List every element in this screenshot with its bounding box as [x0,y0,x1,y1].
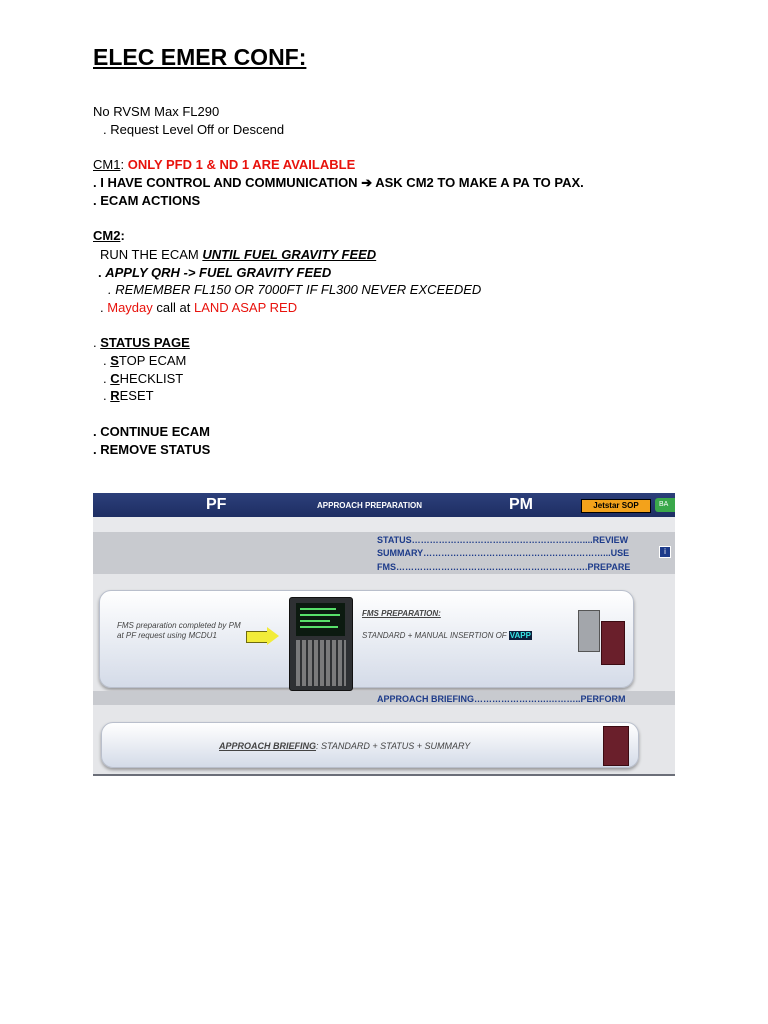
text-line: . CONTINUE ECAM [93,424,210,439]
jetstar-logo: Jetstar SOP [581,499,651,513]
text-line [103,388,154,403]
vapp-badge: VAPP [509,631,531,640]
bullet: . [103,388,107,403]
text-line [100,300,297,315]
info-icon[interactable]: i [659,546,671,558]
text-line: . Request Level Off or Descend [103,122,285,137]
arrow-head-icon [267,627,279,645]
summary-use-line: SUMMARY……………………………………………………...USE [377,548,630,558]
approach-preparation-label: APPROACH PREPARATION [317,501,423,510]
text-line [103,371,183,386]
cm1-label: CM1 [93,157,121,172]
checklist-text: HECKLIST [119,371,184,386]
text-line [103,353,186,368]
fms-prep-title: FMS PREPARATION: [362,609,441,618]
arrow-icon: ➔ [361,175,373,190]
pm-label: PM [509,496,533,513]
bullet: . [93,335,97,350]
page-title: ELEC EMER CONF: [93,44,307,70]
call-at-text: call at [156,300,191,315]
cm1-warning: ONLY PFD 1 & ND 1 ARE AVAILABLE [127,157,356,172]
status-page-text: STATUS PAGE [100,335,190,350]
apply-qrh-text: APPLY QRH -> FUEL GRAVITY FEED [105,265,332,280]
briefing-text: APPROACH BRIEFING: STANDARD + STATUS + SUMMARY [219,741,471,751]
fms-card [99,590,634,688]
arrow-icon [246,631,268,643]
sop-panel [93,493,675,776]
briefing-perform-line: APPROACH BRIEFING…………………….………..PERFORM [377,694,626,704]
bullet: . [103,371,107,386]
cm1-colon: : [120,157,125,172]
device-icon [578,610,600,652]
land-asap-text: LAND ASAP RED [194,300,298,315]
text-line: No RVSM Max FL290 [93,104,220,119]
text-line [98,265,331,280]
text-line [93,175,584,191]
control-text: . I HAVE CONTROL AND COMMUNICATION [93,175,358,190]
manual-icon [603,726,629,766]
cm1-line [93,157,355,172]
bullet: . [100,300,104,315]
text-line [100,247,376,262]
text-line [93,335,190,350]
text-line: . REMEMBER FL150 OR 7000FT IF FL300 NEVER EXCEEDED [108,282,482,297]
text-line: . REMOVE STATUS [93,442,211,457]
stop-ecam-text: TOP ECAM [118,353,187,368]
briefing-card [101,722,639,768]
fms-prep-text: STANDARD + MANUAL INSERTION OF VAPP [362,631,531,640]
bullet: . [98,265,102,280]
gravity-feed-text: UNTIL FUEL GRAVITY FEED [202,247,377,262]
back-button[interactable]: BA [655,498,675,512]
mcdu-image [289,597,353,691]
band [93,517,675,532]
briefing-title: APPROACH BRIEFING [219,741,317,751]
mayday-text: Mayday [107,300,153,315]
text-line: . ECAM ACTIONS [93,193,201,208]
manual-icon [601,621,625,665]
cm2-label: CM2 [93,228,121,243]
pa-text: ASK CM2 TO MAKE A PA TO PAX. [375,175,584,190]
fms-note: FMS preparation completed by PM at PF request using MCDU1 [117,621,241,640]
initial-c: C [110,371,120,386]
initial-r: R [110,388,120,403]
bullet: . [103,353,107,368]
fms-prepare-line: FMS……………………………………………………….PREPARE [377,562,631,572]
run-ecam-text: RUN THE ECAM [100,247,199,262]
reset-text: ESET [119,388,154,403]
cm2-colon: : [120,228,125,243]
pf-label: PF [206,496,227,513]
cm2-line [93,228,125,243]
initial-s: S [110,353,119,368]
status-review-line: STATUS…………………………………………………....REVIEW [377,535,629,545]
sop-header [93,493,675,517]
